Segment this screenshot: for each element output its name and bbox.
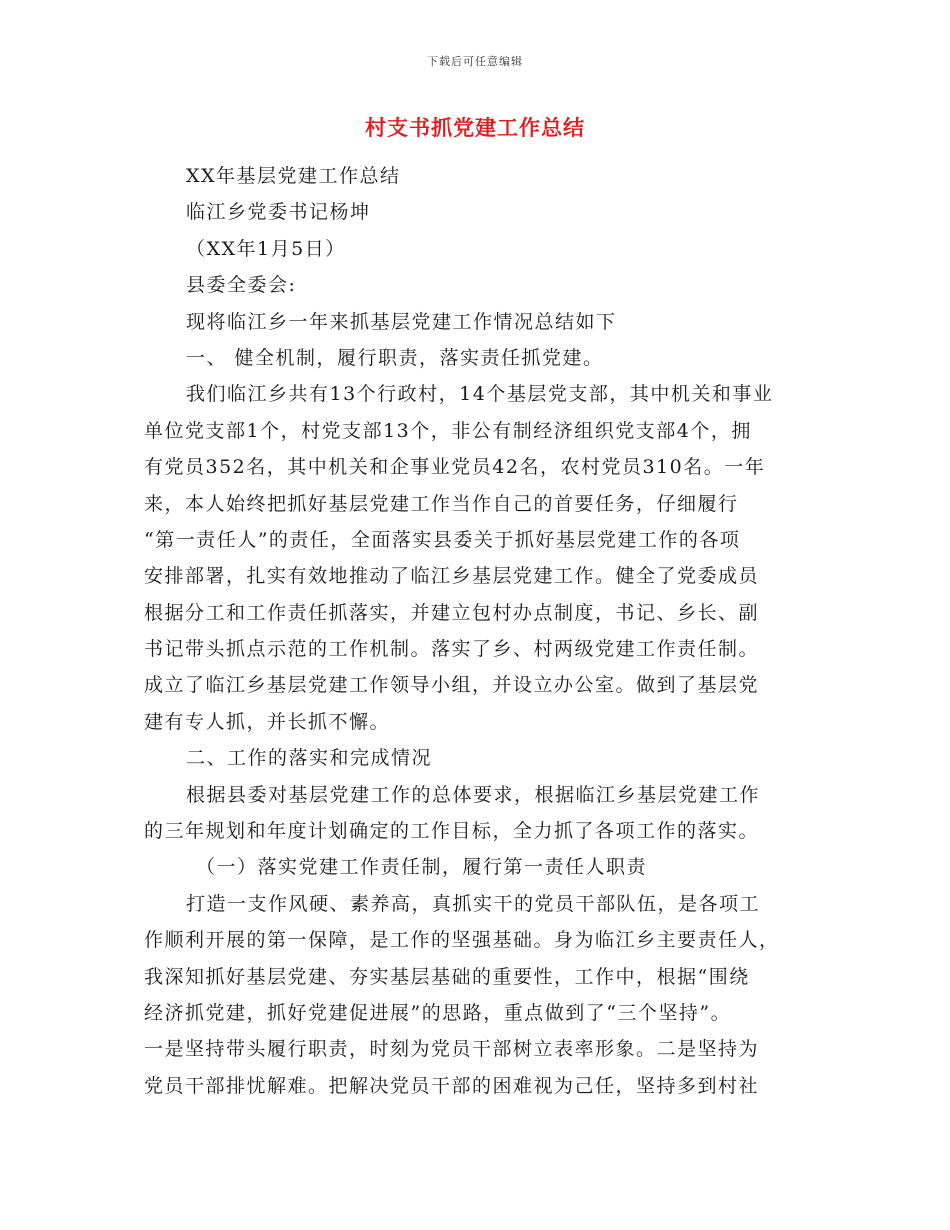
text-line: 二、工作的落实和完成情况 <box>186 747 433 770</box>
text-line: 作顺利开展的第一保障，是工作的坚强基础。身为临江乡主要责任人， <box>144 929 780 952</box>
text-line: 我们临江乡共有13个行政村，14个基层党支部，其中机关和事业 <box>186 383 774 406</box>
text-line: 根据分工和工作责任抓落实，并建立包村办点制度，书记、乡长、副 <box>144 601 760 624</box>
text-line: 建有专人抓，并长抓不懈。 <box>144 710 391 733</box>
text-line: 打造一支作风硬、素养高，真抓实干的党员干部队伍，是各项工 <box>186 892 761 915</box>
document-title: 村支书抓党建工作总结 <box>365 115 585 140</box>
text-line: 有党员352名，其中机关和企事业党员42名，农村党员310名。一年 <box>144 456 766 479</box>
text-line: 我深知抓好基层党建、夯实基层基础的重要性，工作中，根据“围绕 <box>144 965 750 988</box>
text-line: 书记带头抓点示范的工作机制。落实了乡、村两级党建工作责任制。 <box>144 638 760 661</box>
text-line: 一、 健全机制，履行职责，落实责任抓党建。 <box>186 346 604 369</box>
page-header-note: 下载后可任意编辑 <box>427 55 523 68</box>
text-line: 现将临江乡一年来抓基层党建工作情况总结如下 <box>186 310 617 333</box>
text-line: 安排部署，扎实有效地推动了临江乡基层党建工作。健全了党委成员 <box>144 565 760 588</box>
text-line: 经济抓党建，抓好党建促进展”的思路，重点做到了“三个坚持”。 <box>144 1001 732 1024</box>
text-line: 成立了临江乡基层党建工作领导小组，并设立办公室。做到了基层党 <box>144 674 760 697</box>
text-line: 单位党支部1个，村党支部13个，非公有制经济组织党支部4个，拥 <box>144 419 752 442</box>
text-line: “第一责任人”的责任，全面落实县委关于抓好基层党建工作的各项 <box>144 528 741 551</box>
text-line: （XX年1月5日） <box>186 237 346 260</box>
text-line: 一是坚持带头履行职责，时刻为党员干部树立表率形象。二是坚持为 <box>144 1038 760 1061</box>
text-line: 县委全委会: <box>186 274 297 297</box>
text-line: （一）落实党建工作责任制，履行第一责任人职责 <box>196 856 648 879</box>
text-line: XX年基层党建工作总结 <box>186 165 401 187</box>
text-line: 党员干部排忧解难。把解决党员干部的困难视为己任，坚持多到村社 <box>144 1074 760 1097</box>
document-body <box>144 158 808 1104</box>
text-line: 根据县委对基层党建工作的总体要求，根据临江乡基层党建工作 <box>186 783 761 806</box>
text-line: 临江乡党委书记杨坤 <box>186 201 371 224</box>
text-line: 的三年规划和年度计划确定的工作目标，全力抓了各项工作的落实。 <box>144 820 760 843</box>
text-line: 来，本人始终把抓好基层党建工作当作自己的首要任务，仔细履行 <box>144 492 739 515</box>
